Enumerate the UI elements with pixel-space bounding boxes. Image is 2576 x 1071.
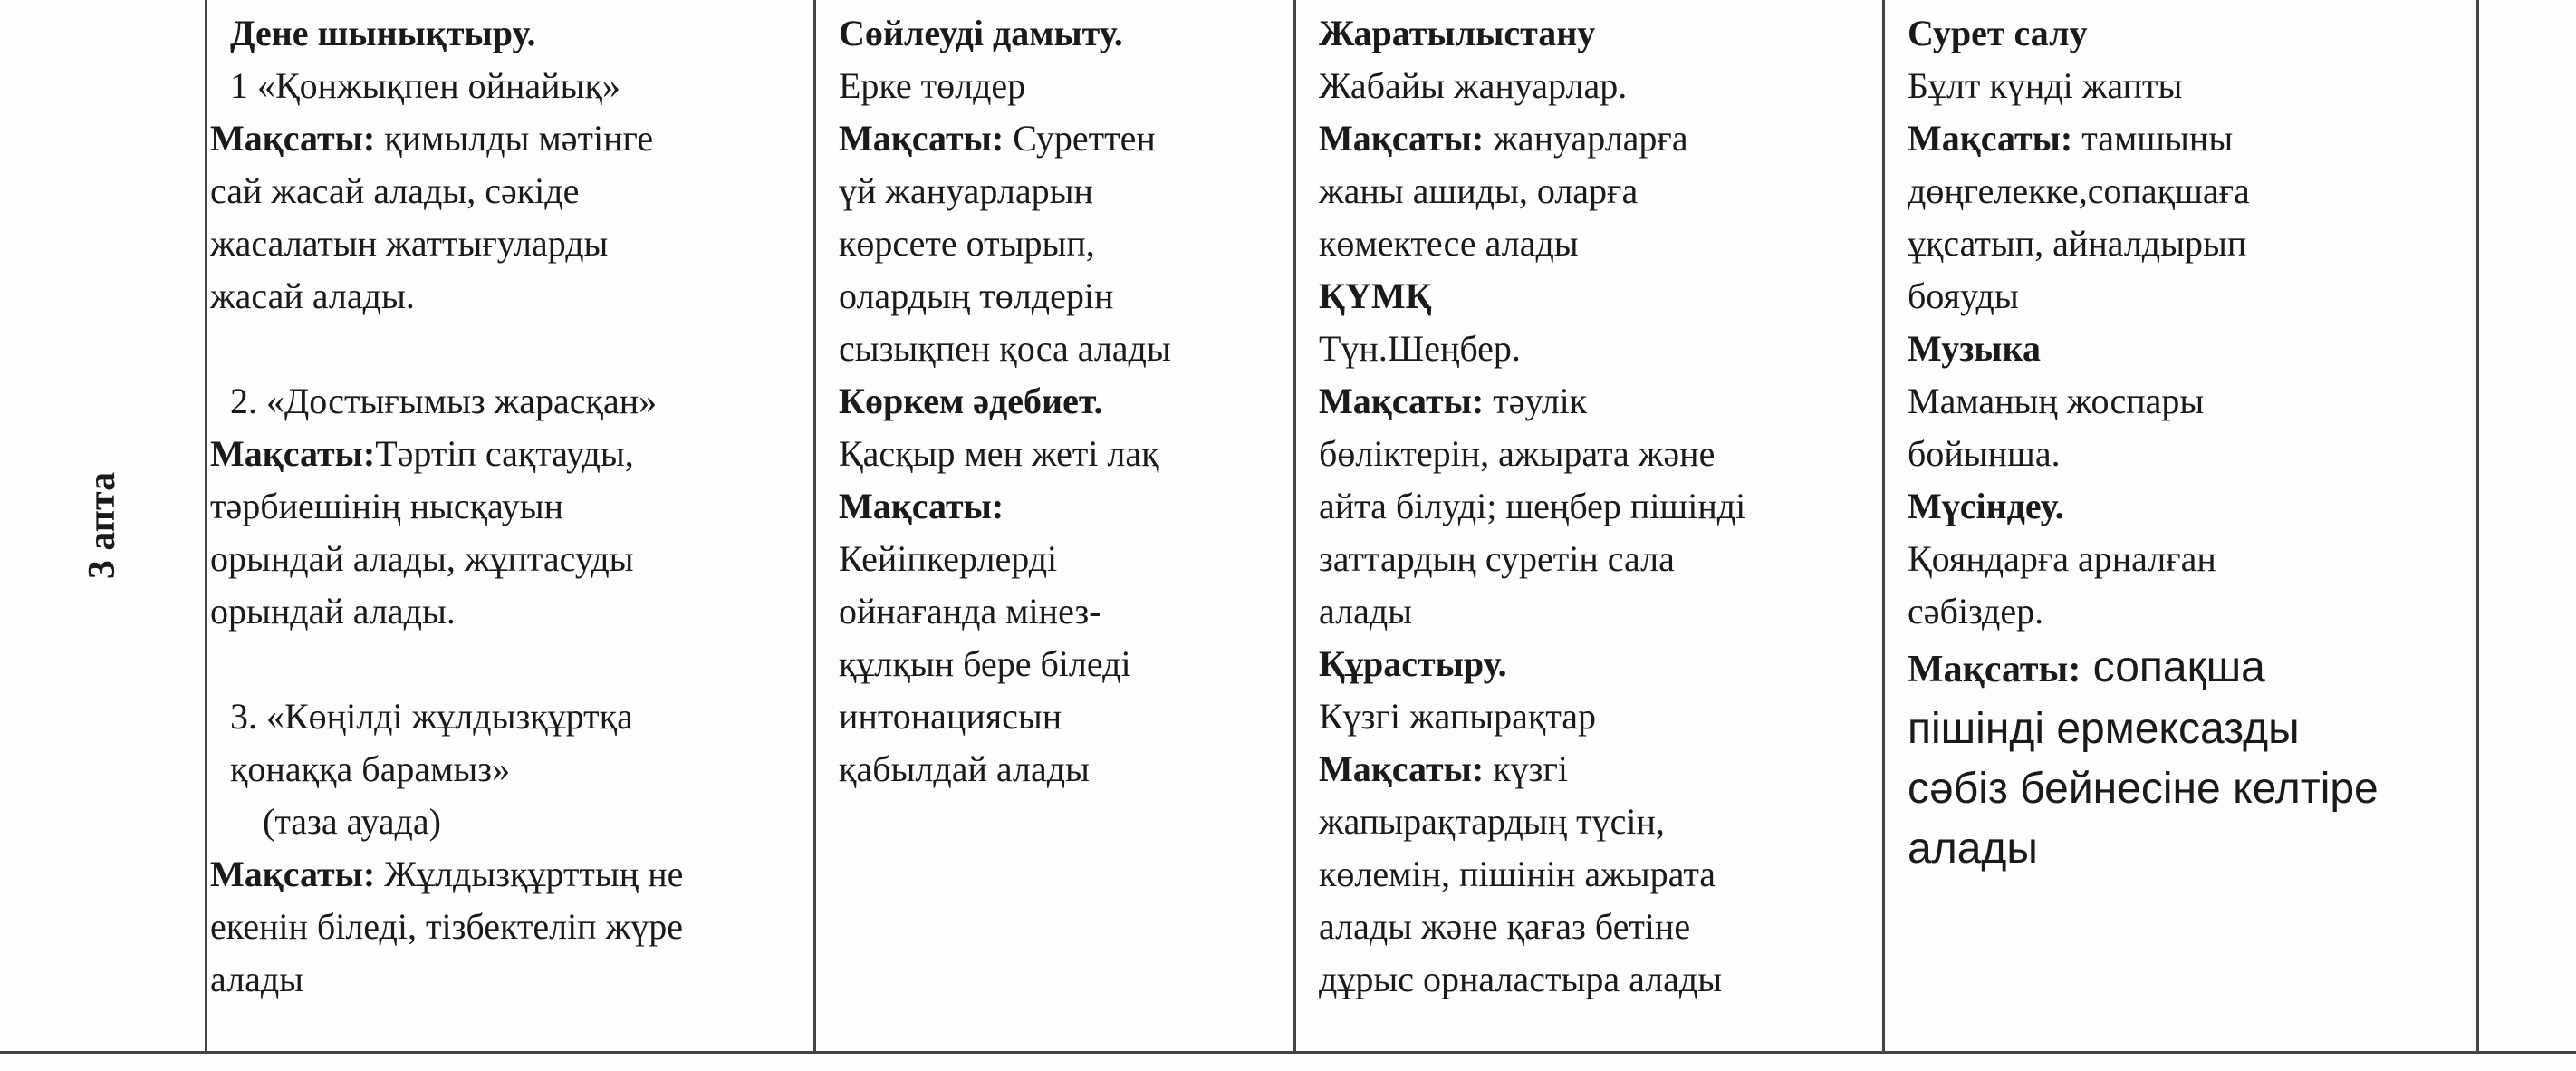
col2-title2: Көркем әдебиет. xyxy=(839,381,1103,421)
col3-goal1-line-3: көмектесе алады xyxy=(1319,223,1579,264)
col3-goal3-text-1: күзгі xyxy=(1484,748,1568,789)
col1-item3-goal-line-1 xyxy=(210,848,812,901)
col4-title2: Музыка xyxy=(1908,328,2041,369)
col3-goal3-line-3: көлемін, пішінін ажырата xyxy=(1319,854,1716,894)
col2-goal1-label: Мақсаты: xyxy=(839,118,1004,159)
col1-item2-goal-label: Мақсаты: xyxy=(210,433,376,474)
col1-item1-goal-label: Мақсаты: xyxy=(210,118,376,159)
col1-item3-goal-line-3: алады xyxy=(210,959,304,999)
col1-item1-goal-line-1 xyxy=(210,112,812,165)
col2-title: Сөйлеуді дамыту. xyxy=(839,13,1123,53)
week-label-cell xyxy=(0,0,204,1051)
col3-goal2-line-4: заттардың суретін сала xyxy=(1319,538,1675,579)
col2-goal2-line-3: құлқын бере біледі xyxy=(839,643,1131,684)
col4-goal1-text-1: тамшыны xyxy=(2072,118,2234,159)
col1-item3-goal-label: Мақсаты: xyxy=(210,854,376,894)
col3-goal3-line-1 xyxy=(1319,743,1880,796)
col4-goal3-line-1 xyxy=(1908,638,2475,700)
col2-goal1-line-4: олардың төлдерін xyxy=(839,275,1114,316)
col2-topic2: Қасқыр мен жеті лақ xyxy=(839,433,1159,474)
cell-natural-science xyxy=(1319,7,1880,1006)
col2-goal1-line-3: көрсете отырып, xyxy=(839,223,1095,264)
col3-goal2-line-3: айта білуді; шеңбер пішінді xyxy=(1319,486,1746,526)
col3-title: Жаратылыстану xyxy=(1319,13,1596,53)
cell-speech-development xyxy=(839,7,1292,796)
col3-goal2-line-5: алады xyxy=(1319,591,1413,632)
col4-topic3-line-2: сәбіздер. xyxy=(1908,591,2044,632)
col3-topic3: Күзгі жапырақтар xyxy=(1319,696,1597,737)
week-label: 3 апта xyxy=(81,471,123,580)
col1-item2-title: 2. «Достығымыз жарасқан» xyxy=(230,381,658,421)
col3-goal2-text-1: тәулік xyxy=(1484,381,1588,421)
table-border-left xyxy=(205,0,207,1053)
table-border-col3 xyxy=(1293,0,1296,1053)
col2-goal2-line-5: қабылдай алады xyxy=(839,748,1090,789)
col4-goal1-line-2: дөңгелекке,сопақшаға xyxy=(1908,170,2250,211)
col1-item2-goal-line-1 xyxy=(210,428,812,480)
col1-item3-goal-text-1: Жұлдызқұрттың не xyxy=(375,854,684,894)
col4-goal1-label: Мақсаты: xyxy=(1908,118,2073,159)
col3-title3: Құрастыру. xyxy=(1319,643,1507,684)
col3-goal1-line-1 xyxy=(1319,112,1880,165)
col4-goal1-line-3: ұқсатып, айналдырып xyxy=(1908,223,2247,264)
col4-goal3-label: Мақсаты: xyxy=(1908,649,2081,690)
col1-title: Дене шынықтыру. xyxy=(230,13,536,53)
col3-goal1-text-1: жануарларға xyxy=(1484,118,1688,159)
col1-item1-title: 1 «Қонжықпен ойнайық» xyxy=(230,65,620,106)
col4-topic2-line-1: Маманың жоспары xyxy=(1908,381,2205,421)
col2-goal2-line-2: ойнағанда мінез- xyxy=(839,591,1101,632)
col2-goal1-line-1 xyxy=(839,112,1292,165)
col3-goal3-line-5: дұрыс орналастыра алады xyxy=(1319,959,1723,999)
table-border-col5 xyxy=(2476,0,2479,1053)
col4-goal3-line-2: пішінді ермексазды xyxy=(1908,705,2300,753)
col2-goal2-label: Мақсаты: xyxy=(839,486,1004,526)
col2-goal2-line-4: интонациясын xyxy=(839,696,1062,737)
col1-item2-goal-text-1: Тәртіп сақтауды, xyxy=(375,433,634,474)
spacer xyxy=(210,638,812,690)
col4-topic2-line-2: бойынша. xyxy=(1908,433,2061,474)
col1-item1-goal-line-3: жасалатын жаттығуларды xyxy=(210,223,609,264)
col2-goal1-text-1: Суреттен xyxy=(1004,118,1156,159)
col2-goal1-line-2: үй жануарларын xyxy=(839,170,1093,211)
col2-goal2-line-1: Кейіпкерлерді xyxy=(839,538,1058,579)
col2-topic1: Ерке төлдер xyxy=(839,65,1026,106)
col3-goal2-line-2: бөліктерін, ажырата және xyxy=(1319,433,1716,474)
col1-item1-goal-line-4: жасай алады. xyxy=(210,275,415,316)
col3-goal3-line-2: жапырақтардың түсін, xyxy=(1319,801,1665,842)
col4-goal1-line-4: бояуды xyxy=(1908,275,2019,316)
spacer xyxy=(210,323,812,375)
col1-item1-goal-line-2: сай жасай алады, сәкіде xyxy=(210,170,580,211)
col1-item2-goal-line-3: орындай алады, жұптасуды xyxy=(210,538,634,579)
col3-topic1: Жабайы жануарлар. xyxy=(1319,65,1628,106)
col4-goal3-line-3: сәбіз бейнесіне келтіре xyxy=(1908,765,2379,813)
col3-goal1-label: Мақсаты: xyxy=(1319,118,1485,159)
col1-item3-goal-line-2: екенін біледі, тізбектеліп жүре xyxy=(210,906,683,947)
table-border-col2 xyxy=(813,0,816,1053)
col3-goal1-line-2: жаны ашиды, оларға xyxy=(1319,170,1639,211)
col2-goal1-line-5: сызықпен қоса алады xyxy=(839,328,1171,369)
col3-goal3-label: Мақсаты: xyxy=(1319,748,1485,789)
col1-item2-goal-line-4: орындай алады. xyxy=(210,591,456,632)
col3-goal2-label: Мақсаты: xyxy=(1319,381,1485,421)
col4-goal3-text-1: сопақша xyxy=(2081,643,2265,691)
col4-topic3-line-1: Қояндарға арналған xyxy=(1908,538,2216,579)
col3-goal3-line-4: алады және қағаз бетіне xyxy=(1319,906,1691,947)
col1-item2-goal-line-2: тәрбиешінің нысқауын xyxy=(210,486,564,526)
cell-physical-education xyxy=(210,7,812,1006)
col4-goal1-line-1 xyxy=(1908,112,2475,165)
col1-item3-note: (таза ауада) xyxy=(263,801,441,842)
col1-item3-title-line-1: 3. «Көңілді жұлдызқұртқа xyxy=(230,696,633,737)
col3-topic2: Түн.Шеңбер. xyxy=(1319,328,1521,369)
col1-item3-title-line-2: қонаққа барамыз» xyxy=(230,748,511,789)
table-border-col4 xyxy=(1882,0,1885,1053)
col1-item1-goal-text-1: қимылды мәтінге xyxy=(375,118,654,159)
col3-title2: ҚҮМҚ xyxy=(1319,275,1432,316)
col4-goal3-line-4: алады xyxy=(1908,825,2038,873)
col4-topic1: Бұлт күнді жапты xyxy=(1908,65,2183,106)
col4-title3: Мүсіндеу. xyxy=(1908,486,2064,526)
table-border-bottom xyxy=(0,1051,2576,1054)
col3-goal2-line-1 xyxy=(1319,375,1880,428)
col4-title: Сурет салу xyxy=(1908,13,2088,53)
cell-drawing xyxy=(1908,7,2475,879)
